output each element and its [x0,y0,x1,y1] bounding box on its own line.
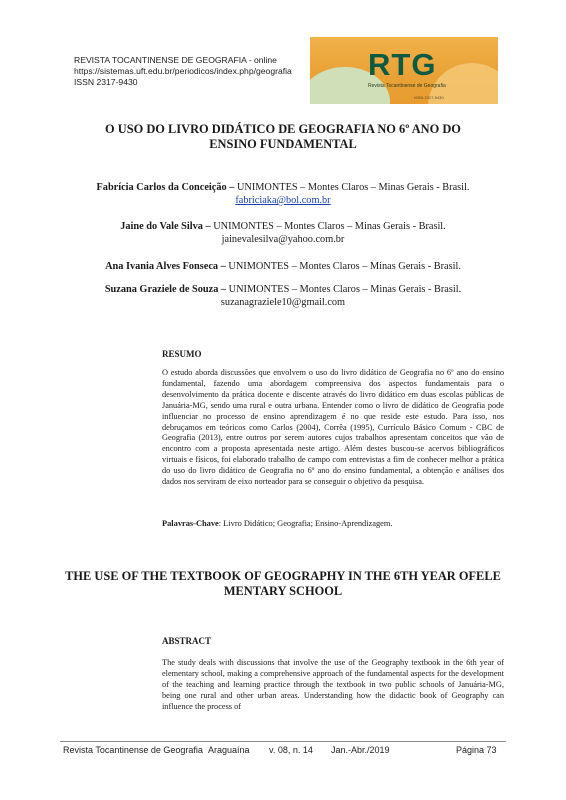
author-block-1 [60,181,506,207]
footer-volume: v. 08, n. 14 [269,745,313,755]
journal-header [74,55,292,88]
title-pt-line-2: ENSINO FUNDAMENTAL [209,137,357,151]
footer-page: Página 73 [456,745,497,755]
journal-name: REVISTA TOCANTINENSE DE GEOGRAFIA - online [74,55,277,65]
title-pt-line-1: O USO DO LIVRO DIDÁTICO DE GEOGRAFIA NO 6º ANO DO [105,122,461,136]
author-name: Fabrícia Carlos da Conceição – [96,182,235,193]
keywords-list: : Livro Didático; Geografia; Ensino-Aprendizagem. [218,519,393,528]
author-email-link[interactable]: fabriciaka@bol.com.br [235,195,331,206]
author-email: jainevalesilva@yahoo.com.br [221,234,345,245]
abstract-text: The study deals with discussions that involve the use of the Geography textbook in the 6th year of elementary school, making a comprehensive approach of the fundamental aspects for the development of the teaching and learning practice through the textbook in two public schools of Januária-MG, being one rural and other urban areas. Understanding how the didactic book of Geography can influence the process of [162,658,504,711]
title-en-line-1: THE USE OF THE TEXTBOOK OF GEOGRAPHY IN THE 6TH YEAR OFELE [65,569,501,583]
author-email: suzanagraziele10@gmail.com [220,297,346,308]
footer-journal: Revista Tocantinense de Geografia [63,745,203,755]
author-block-3 [60,260,506,273]
keywords [162,518,504,529]
author-block-2 [60,220,506,246]
article-title-pt [60,122,506,152]
journal-url: https://sistemas.uft.edu.br/periodicos/index.php/geografia [74,66,292,76]
footer-city: Araguaína [208,745,250,755]
resumo-heading: RESUMO [162,349,202,359]
keywords-label: Palavras-Chave [162,519,219,528]
title-en-line-2: MENTARY SCHOOL [223,584,343,598]
journal-issn: ISSN 2317-9430 [74,77,138,87]
author-block-4 [60,283,506,309]
logo-text: RTG [368,47,437,82]
article-title-en [60,569,506,599]
author-name: Ana Ivania Alves Fonseca – [105,261,226,272]
logo-subtitle: Revista Tocantinense de Geografia [368,83,446,89]
author-name: Jaine do Vale Silva – [120,221,211,232]
footer-date: Jan.-Abr./2019 [331,745,390,755]
rtg-logo [310,37,498,104]
resumo-text: O estudo aborda discussões que envolvem o uso do livro didático de Geografia no 6º ano do ensino fundamental, fazendo uma abordagem compreensiva dos aspectos fundamentais para o desenvolvimento da prática docente e discente através do livro didático em duas escolas públicas de Januária-MG, sendo uma rural e outra urbana. Entender como o livro de didático de Geografia pode influenciar no processo de ensino aprendizagem é no que reside este estudo. Para isso, nos debruçamos em teóricos como Carlos (2004), Corrêa (1995), Currículo Básico Comum - CBC de Geografia (2013), entre outros por serem autores cujos trabalhos apresentam conceitos que vão de encontro com a proposta apresentada neste artigo. Além destes buscou-se acervos bibliográficos virtuais e físicos, foi elaborado trabalho de campo com entrevistas a fim de conhecer melhor a prática do uso do livro didático de Geografia no 6º ano do ensino fundamental, a obtenção e análises dos dados nos serviram de eixo norteador para se conseguir o objetivo da pesquisa. [162,368,504,487]
author-affiliation: UNIMONTES – Montes Claros – Minas Gerais - Brasil. [225,261,461,272]
author-name: Suzana Graziele de Souza – [104,284,227,295]
author-affiliation: UNIMONTES – Montes Claros – Minas Gerais - Brasil. [234,182,470,193]
author-affiliation: UNIMONTES – Montes Claros – Minas Gerais - Brasil. [210,221,446,232]
footer-divider [60,741,506,742]
logo-issn: ISSN 2317-9430 [414,95,444,100]
abstract-heading: ABSTRACT [162,636,212,646]
author-affiliation: UNIMONTES – Montes Claros – Minas Gerais - Brasil. [226,284,462,295]
